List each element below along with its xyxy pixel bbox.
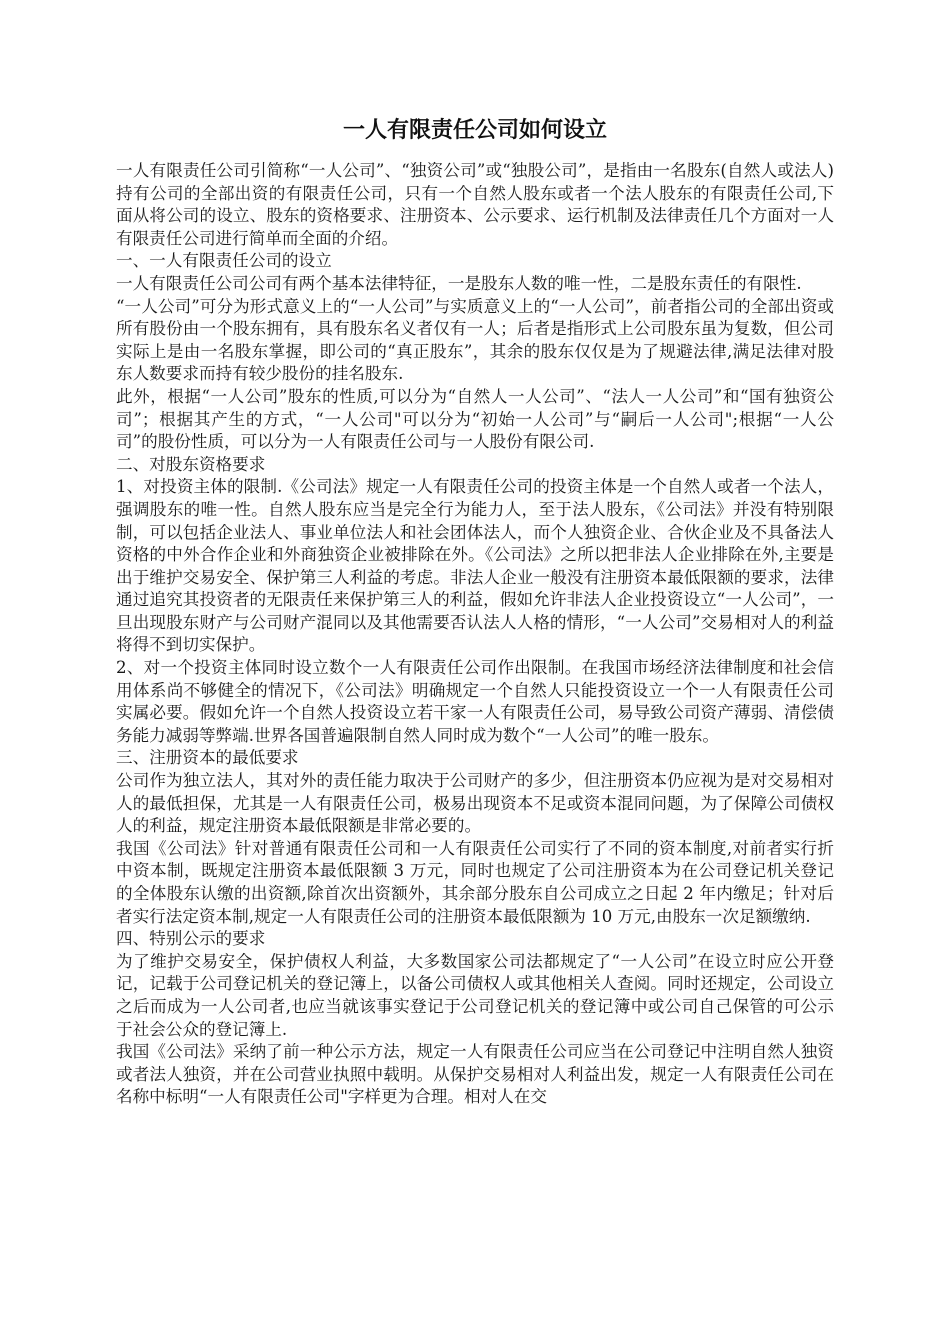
paragraph-registration-disclosure: 为了维护交易安全，保护债权人利益，大多数国家公司法都规定了“一人公司”在设立时应公开登记，记载于公司登记机关的登记簿上，以备公司债权人或其他相关人查阅。同时还规定，公司设立之后而成为一人公司者,也应当就该事实登记于公司登记机关的登记簿中或公司自己保管的可公示于社会公众的登记簿上. <box>116 951 834 1039</box>
paragraph-capital-system: 我国《公司法》针对普通有限责任公司和一人有限责任公司实行了不同的资本制度,对前者实行折中资本制，既规定注册资本最低限额 3 万元，同时也规定了公司注册资本为在公司登记机关登记的全体股东认缴的出资额,除首次出资额外，其余部分股东自公司成立之日起 2 年内缴足；针对后者实行法定资本制,规定一人有限责任公司的注册资本最低限额为 10 万元,由股东一次足额缴纳. <box>116 838 834 926</box>
document-title: 一人有限责任公司如何设立 <box>342 118 607 143</box>
paragraph-formal-substantive: “一人公司”可分为形式意义上的“一人公司”与实质意义上的“一人公司”，前者指公司的全部出资或所有股份由一个股东拥有，具有股东名义者仅有一人；后者是指形式上公司股东虽为复数，但公司实际上是由一名股东掌握，即公司的“真正股东”，其余的股东仅仅是为了规避法律,满足法律对股东人数要求而持有较少股份的挂名股东. <box>116 296 834 384</box>
paragraph-capital-guarantee: 公司作为独立法人，其对外的责任能力取决于公司财产的多少，但注册资本仍应视为是对交易相对人的最低担保，尤其是一人有限责任公司，极易出现资本不足或资本混同问题，为了保障公司债权人的利益，规定注册资本最低限额是非常必要的。 <box>116 771 834 836</box>
paragraph-investor-restriction: 1、对投资主体的限制.《公司法》规定一人有限责任公司的投资主体是一个自然人或者一个法人，强调股东的唯一性。自然人股东应当是完全行为能力人，至于法人股东，《公司法》并没有特别限制，可以包括企业法人、事业单位法人和社会团体法人，而个人独资企业、合伙企业及不具备法人资格的中外合作企业和外商独资企业被排除在外。《公司法》之所以把非法人企业排除在外,主要是出于维护交易安全、保护第三人利益的考虑。非法人企业一般没有注册资本最低限额的要求，法律通过追究其投资者的无限责任来保护第三人的利益，假如允许非法人企业投资设立“一人公司”，一旦出现股东财产与公司财产混同以及其他需要否认法人人格的情形，“一人公司”交易相对人的利益将得不到切实保护。 <box>116 477 834 655</box>
section-heading-shareholder-qualification: 二、对股东资格要求 <box>116 454 266 474</box>
section-heading-establishment: 一、一人有限责任公司的设立 <box>116 251 332 271</box>
paragraph-legal-features: 一人有限责任公司公司有两个基本法律特征，一是股东人数的唯一性，二是股东责任的有限性. <box>116 273 802 293</box>
paragraph-multiple-company-restriction: 2、对一个投资主体同时设立数个一人有限责任公司作出限制。在我国市场经济法律制度和社会信用体系尚不够健全的情况下，《公司法》明确规定一个自然人只能投资设立一个一人有限责任公司实属必要。假如允许一个自然人投资设立若干家一人有限责任公司，易导致公司资产薄弱、清偿债务能力减弱等弊端.世界各国普遍限制自然人同时成为数个“一人公司”的唯一股东。 <box>116 658 834 745</box>
paragraph-classification: 此外，根据“一人公司”股东的性质,可以分为“自然人一人公司”、“法人一人公司”和“国有独资公司”；根据其产生的方式，“一人公司"可以分为“初始一人公司”与“嗣后一人公司";根据“一人公司”的股份性质，可以分为一人有限责任公司与一人股份有限公司. <box>116 386 834 452</box>
document-body <box>116 160 834 1109</box>
paragraph-intro: 一人有限责任公司引简称“一人公司”、“独资公司”或“独股公司”，是指由一名股东(自然人或法人)持有公司的全部出资的有限责任公司，只有一个自然人股东或者一个法人股东的有限责任公司,下面从将公司的设立、股东的资格要求、注册资本、公示要求、运行机制及法律责任几个方面对一人有限责任公司进行简单而全面的介绍。 <box>116 161 834 248</box>
section-heading-public-disclosure: 四、特别公示的要求 <box>116 929 266 949</box>
section-heading-registered-capital: 三、注册资本的最低要求 <box>116 748 299 768</box>
paragraph-china-disclosure: 我国《公司法》采纳了前一种公示方法，规定一人有限责任公司应当在公司登记中注明自然人独资或者法人独资，并在公司营业执照中载明。从保护交易相对人利益出发，规定一人有限责任公司在名称中标明“一人有限责任公司"字样更为合理。相对人在交 <box>116 1042 834 1107</box>
